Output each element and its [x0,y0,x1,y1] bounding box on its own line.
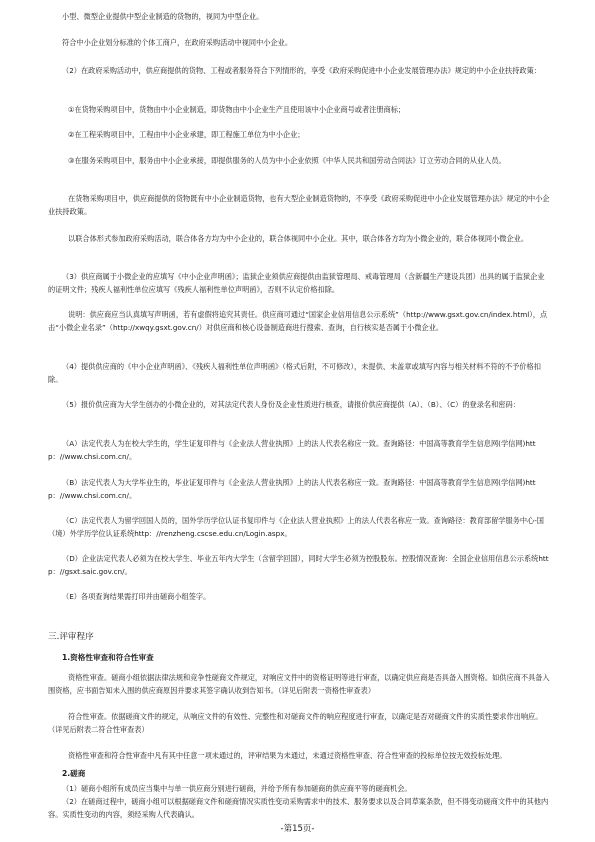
paragraph-check-e: （E）各项查询结果需打印并由磋商小组签字。 [62,592,211,601]
paragraph-service-procurement: ③在服务采购项目中，服务由中小企业承接，即提供服务的人员为中小企业依照《中华人民共和国劳动合同法》订立劳动合同的从业人员。 [68,156,506,165]
paragraph-mixed-goods: 在货物采购项目中，供应商提供的货物既有中小企业制造货物，也有大型企业制造货物的，不享受《政府采购促进中小企业发展管理办法》规定的中小企业扶持政策。 [48,194,550,216]
paragraph-engineering-procurement: ②在工程采购项目中，工程由中小企业承建，即工程施工单位为中小企业； [68,130,305,139]
section-title-review-procedure: 三.评审程序 [48,632,94,642]
paragraph-review-failure: 资格性审查和符合性审查中凡有其中任意一项未通过的，评审结果为未通过，未通过资格性审查、符合性审查的投标单位按无效投标处理。 [68,751,507,760]
subsection-title-qualification-review: 1.资格性审查和符合性审查 [62,653,154,662]
paragraph-student-enterprise: （5）报价供应商为大学生创办的小微企业的，对其法定代表人身份及企业性质进行核查，请报价供应商提供（A）、（B）、（C）的登录名和密码： [62,400,520,409]
paragraph-medium-enterprise: 小型、微型企业提供中型企业制造的货物的，视同为中型企业。 [62,12,264,21]
paragraph-check-d: （D）企业法定代表人必须为在校大学生、毕业五年内大学生（含留学回国），同时大学生必须为控股股东。控股情况查询：全国企业信用信息公示系统http：//gsxt.saic.gov.cn/。 [48,554,549,576]
paragraph-verification-note: 说明：供应商应当认真填写声明函，若有虚假将追究其责任。供应商可通过“国家企业信用信息公示系统”（http://www.gsxt.gov.cn/index.html），点击“小微企业名录”（http://xwqy.gsxt.gov.cn/）对供应商和核心设备制造商进行搜索、查询，自行核实是否属于小微企业。 [48,310,548,332]
paragraph-goods-procurement: ①在货物采购项目中，货物由中小企业制造，即货物由中小企业生产且使用该中小企业商号或者注册商标； [68,105,406,114]
subsection-title-negotiation: 2.磋商 [62,769,86,778]
paragraph-individual-business: 符合中小企业划分标准的个体工商户，在政府采购活动中视同中小企业。 [62,38,293,47]
paragraph-negotiation-2: （2）在磋商过程中，磋商小组可以根据磋商文件和磋商情况实质性变动采购需求中的技术、服务要求以及合同草案条款，但不得变动磋商文件中的其他内容。实质性变动的内容，须经采购人代表确认。 [48,797,549,819]
paragraph-policy-conditions: （2）在政府采购活动中，供应商提供的货物、工程或者服务符合下列情形的，享受《政府采购促进中小企业发展管理办法》规定的中小企业扶持政策： [62,66,541,75]
page-number: -第15页- [280,824,315,834]
paragraph-qualification-review: 资格性审查。磋商小组依据法律法规和竞争性磋商文件规定，对响应文件中的资格证明等进行审查，以确定供应商是否具备入围资格。如供应商不具备入围资格，应书面告知未入围的供应商原因并要求其签字确认收到告知书。（详见后附表一资格性审查表） [48,673,550,695]
paragraph-declaration-requirement: （4）提供供应商的《中小企业声明函》、《残疾人福利性单位声明函》（格式后附，不可修改），未提供、未盖章或填写内容与相关材料不符的不予价格扣除。 [48,362,541,384]
paragraph-check-b: （B）法定代表人为大学毕业生的，毕业证复印件与《企业法人营业执照》上的法人代表名称应一致。查询路径：中国高等教育学生信息网(学信网)http：//www.chsi.com.cn/。 [48,478,536,500]
paragraph-check-c: （C）法定代表人为留学回国人员的，国外学历学位认证书复印件与《企业法人营业执照》上的法人代表名称应一致。查询路径：教育部留学服务中心-国（境）外学历学位认证系统http：//renzheng.cscse.edu.cn/Login.aspx。 [48,516,544,538]
paragraph-declaration-letters: （3）供应商属于小微企业的应填写《中小企业声明函》；监狱企业须供应商提供由监狱管理局、戒毒管理局（含新疆生产建设兵团）出具的属于监狱企业的证明文件；残疾人福利性单位应填写《残疾人福利性单位声明函》，否则不认定价格扣除。 [48,272,545,294]
paragraph-consortium: 以联合体形式参加政府采购活动，联合体各方均为中小企业的，联合体视同中小企业。其中，联合体各方均为小微企业的，联合体视同小微企业。 [68,234,529,243]
paragraph-negotiation-1: （1）磋商小组所有成员应当集中与单一供应商分别进行磋商，并给予所有参加磋商的供应商平等的磋商机会。 [62,784,412,793]
paragraph-compliance-review: 符合性审查。依据磋商文件的规定，从响应文件的有效性、完整性和对磋商文件的响应程度进行审查，以确定是否对磋商文件的实质性要求作出响应。（详见后附表二符合性审查表） [48,712,543,734]
paragraph-check-a: （A）法定代表人为在校大学生的，学生证复印件与《企业法人营业执照》上的法人代表名称应一致。查询路径：中国高等教育学生信息网(学信网)http：//www.chsi.com.cn/。 [48,439,536,461]
